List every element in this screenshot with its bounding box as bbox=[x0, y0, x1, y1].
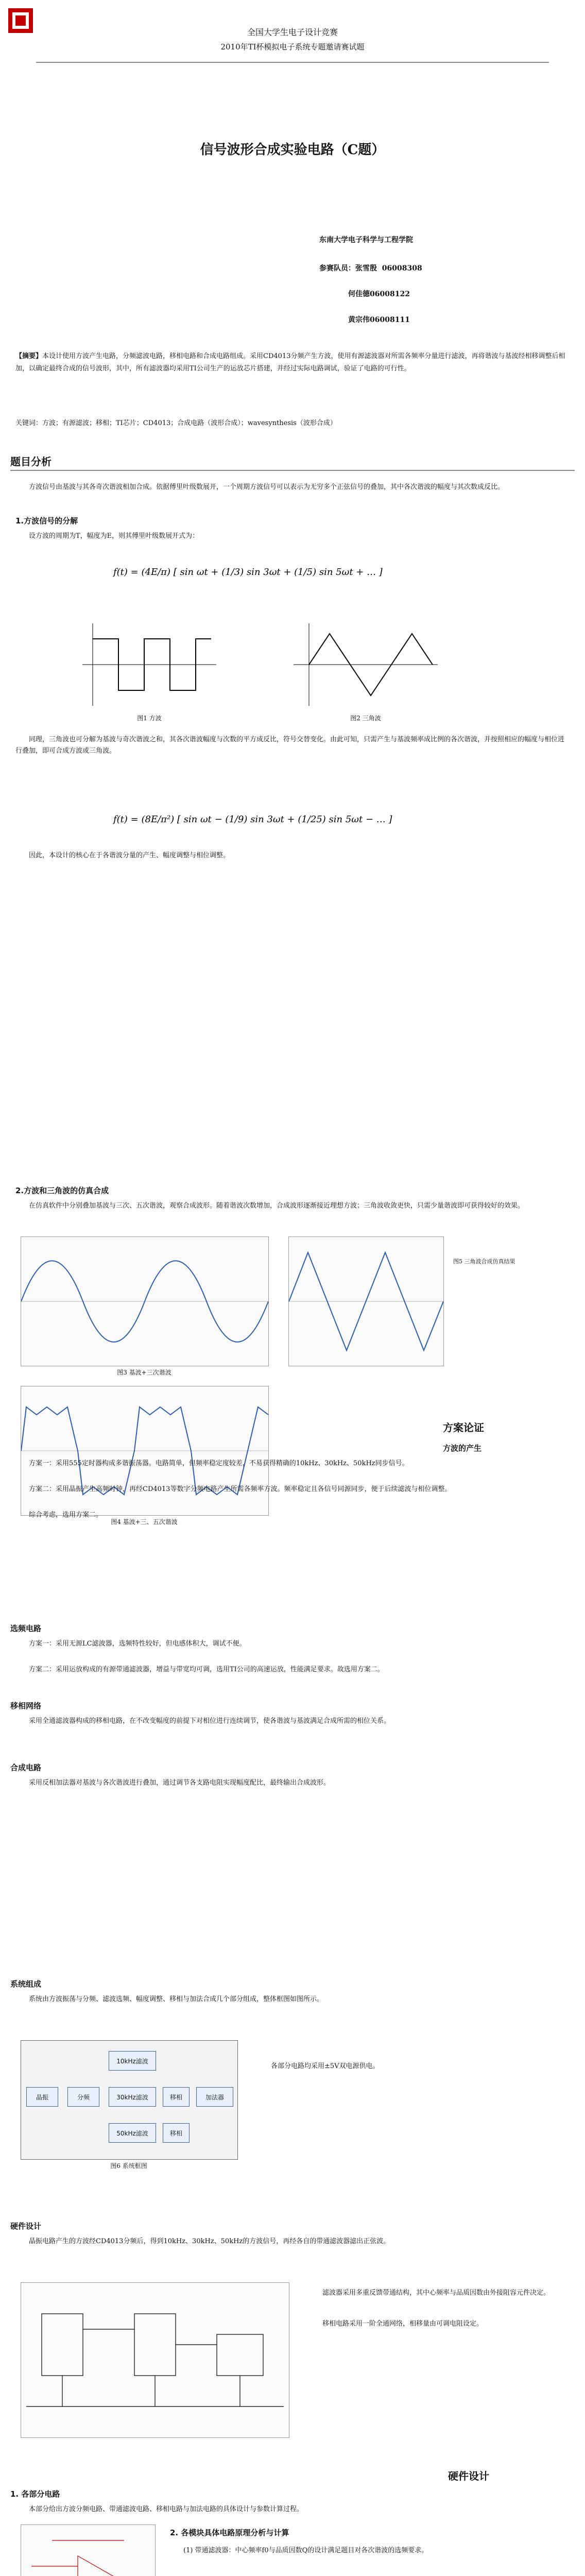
header-rule bbox=[0, 62, 585, 63]
paragraph bbox=[15, 482, 566, 493]
circuit-schematic bbox=[21, 2282, 289, 2438]
section-heading-scheme: 方案论证 bbox=[443, 1421, 484, 1434]
simulation-plot-3 bbox=[288, 1236, 444, 1366]
paper-title: 信号波形合成实验电路（C题） bbox=[200, 142, 385, 158]
simulation-plot-1 bbox=[21, 1236, 269, 1366]
subheading: 移相网络 bbox=[10, 1701, 42, 1710]
paragraph-text: 方案二：采用运放构成的有源带通滤波器，增益与带宽均可调，选用TI公司的高速运放，性能满足要求。故选用方案二。 bbox=[29, 1666, 384, 1673]
subheading: 系统组成 bbox=[10, 1979, 42, 1989]
paragraph-text: 系统由方波振荡与分频、滤波选频、幅度调整、移相与加法合成几个部分组成，整体框图如图所示。 bbox=[29, 1995, 324, 2003]
figure-caption: 图3 基波+三次谐波 bbox=[117, 1369, 171, 1376]
section-heading-analysis: 题目分析 bbox=[10, 455, 51, 468]
paragraph bbox=[309, 2287, 566, 2299]
block-diagram-box: 50kHz滤波 bbox=[109, 2123, 156, 2143]
block-diagram-box: 加法器 bbox=[196, 2087, 233, 2107]
paragraph-text: 采用反相加法器对基波与各次谐波进行叠加，通过调节各支路电阻实现幅度配比，最终输出合成波形。 bbox=[29, 1779, 331, 1787]
paragraph bbox=[15, 2236, 566, 2247]
paragraph bbox=[15, 2504, 566, 2515]
abstract bbox=[15, 350, 566, 375]
filter-schematic bbox=[21, 2524, 156, 2576]
paragraph-text: 移相电路采用一阶全通网络，相移量由可调电阻设定。 bbox=[322, 2320, 484, 2328]
subheading: 1.方波信号的分解 bbox=[15, 516, 78, 526]
subheading: 2. 各模块具体电路原理分析与计算 bbox=[170, 2528, 289, 2537]
paragraph bbox=[15, 734, 566, 757]
paragraph bbox=[257, 2061, 566, 2072]
paragraph bbox=[15, 1200, 566, 1212]
paragraph-text: 在仿真软件中分别叠加基波与三次、五次谐波，观察合成波形。随着谐波次数增加，合成波形逐渐接近理想方波；三角波收敛更快，只需少量谐波即可获得较好的效果。 bbox=[29, 1202, 525, 1210]
author-label: 参赛队员： bbox=[319, 264, 355, 273]
paragraph bbox=[15, 850, 566, 861]
paragraph-text: 方波信号由基波与其各奇次谐波相加合成。依据傅里叶级数展开，一个周期方波信号可以表示为无穷多个正弦信号的叠加，其中各次谐波的幅度与其次数成反比。 bbox=[29, 483, 505, 491]
author-line-2 bbox=[348, 289, 410, 299]
paragraph-text: 方案二：采用晶振产生高频时钟，再经CD4013等数字分频电路产生所需各频率方波。频率稳定且各信号同源同步，便于后续滤波与相位调整。 bbox=[29, 1485, 452, 1493]
paragraph bbox=[15, 1664, 566, 1675]
paragraph-text: 采用全通滤波器构成的移相电路，在不改变幅度的前提下对相位进行连续调节，使各谐波与基波满足合成所需的相位关系。 bbox=[29, 1717, 391, 1725]
section-rule bbox=[10, 470, 575, 471]
subheading: 2.方波和三角波的仿真合成 bbox=[15, 1186, 109, 1195]
header-line1: 全国大学生电子设计竞赛 bbox=[247, 27, 338, 37]
author-line-3 bbox=[348, 314, 410, 325]
figure-square-wave bbox=[77, 618, 221, 711]
paragraph-text: (1) 带通滤波器：中心频率f0与品质因数Q的设计满足题目对各次谐波的选频要求。 bbox=[183, 2547, 428, 2554]
subheading: 硬件设计 bbox=[10, 2222, 42, 2231]
author-name: 黄宗伟 bbox=[348, 316, 370, 324]
figure-caption: 图1 方波 bbox=[137, 715, 162, 722]
formula-triangle bbox=[103, 804, 463, 835]
subheading: 选频电路 bbox=[10, 1624, 42, 1633]
paragraph-text: 设方波的周期为T，幅度为E，则其傅里叶级数展开式为： bbox=[29, 532, 199, 540]
author-line-1 bbox=[319, 263, 422, 273]
figure-caption: 图2 三角波 bbox=[350, 715, 381, 722]
author-id: 06008308 bbox=[382, 264, 422, 273]
paragraph-text: 各部分电路均采用±5V双电源供电。 bbox=[271, 2062, 380, 2070]
author-id: 06008111 bbox=[370, 316, 410, 324]
keywords: 关键词：方波；有源滤波；移相；TI芯片；CD4013；合成电路（波形合成）；wavesynthesis（波形合成） bbox=[15, 419, 337, 427]
figure-caption: 图6 系统框图 bbox=[110, 2162, 147, 2170]
subheading: 合成电路 bbox=[10, 1763, 42, 1772]
paragraph-text: 方案一：采用555定时器构成多谐振荡器。电路简单，但频率稳定度较差，不易获得精确的10kHz、30kHz、50kHz同步信号。 bbox=[29, 1460, 409, 1467]
abstract-text: 本设计使用方波产生电路，分频滤波电路，移相电路和合成电路组成。采用CD4013分频产生方波，使用有源滤波器对所需各频率分量进行滤波，再将谐波与基波经相移调整后相加，以确定最终合成的信号波形，其中，所有滤波器均采用TI公司生产的运放芯片搭建，并经过实际电路调试，验证了电路的可行性。 bbox=[15, 352, 565, 372]
block-diagram-box: 移相 bbox=[163, 2123, 190, 2143]
paragraph bbox=[15, 1638, 566, 1650]
paragraph-text: 因此，本设计的核心在于各谐波分量的产生、幅度调整与相位调整。 bbox=[29, 852, 230, 859]
simulation-plot-2 bbox=[21, 1386, 269, 1516]
paragraph bbox=[15, 1994, 566, 2005]
block-diagram bbox=[21, 2040, 238, 2160]
block-diagram-box: 晶振 bbox=[26, 2087, 58, 2107]
simulation-side-note: 图5 三角波合成仿真结果 bbox=[453, 1258, 515, 1265]
svg-text:f(t) = (8E/π²) [ sin ωt − (1/9: f(t) = (8E/π²) [ sin ωt − (1/9) sin 3ωt + (1/25) sin 5ωt − … ] bbox=[113, 814, 392, 825]
abstract-label: 【摘要】 bbox=[15, 352, 43, 360]
block-diagram-box: 分频 bbox=[67, 2087, 99, 2107]
paragraph-text: 滤波器采用多重反馈带通结构，其中心频率与品质因数由外接阻容元件决定。 bbox=[322, 2289, 550, 2297]
figure-caption: 图4 基波+三、五次谐波 bbox=[111, 1518, 178, 1526]
paragraph-text: 方案一：采用无源LC滤波器，选频特性较好，但电感体积大，调试不便。 bbox=[29, 1640, 246, 1648]
paragraph bbox=[15, 1716, 566, 1727]
subheading: 1. 各部分电路 bbox=[10, 2489, 60, 2499]
block-diagram-box: 10kHz滤波 bbox=[109, 2051, 156, 2071]
author-name: 何佳德 bbox=[348, 290, 370, 298]
author-id: 06008122 bbox=[370, 290, 410, 298]
paragraph bbox=[15, 1510, 566, 1521]
svg-text:f(t) = (4E/π) [ sin ωt + (1/3): f(t) = (4E/π) [ sin ωt + (1/3) sin 3ωt + (1/5) sin 5ωt + … ] bbox=[113, 567, 383, 578]
figure-triangle-wave bbox=[288, 618, 443, 711]
author-school: 东南大学电子科学与工程学院 bbox=[319, 236, 413, 244]
paragraph-text: 本部分给出方波分频电路、带通滤波电路、移相电路与加法电路的具体设计与参数计算过程。 bbox=[29, 2505, 304, 2513]
paragraph bbox=[15, 1458, 566, 1469]
section-heading-hardware: 硬件设计 bbox=[448, 2470, 489, 2482]
header-line2: 2010年TI杯模拟电子系统专题邀请赛试题 bbox=[220, 42, 365, 52]
paragraph bbox=[309, 2318, 566, 2330]
block-diagram-box: 30kHz滤波 bbox=[109, 2087, 156, 2107]
paragraph bbox=[15, 1484, 566, 1495]
author-name: 张雪殷 bbox=[355, 264, 377, 273]
block-diagram-box: 移相 bbox=[163, 2087, 190, 2107]
formula-fourier bbox=[103, 556, 463, 587]
subheading: 方波的产生 bbox=[443, 1444, 482, 1453]
paragraph bbox=[170, 2545, 566, 2556]
paragraph-text: 综合考虑，选用方案二。 bbox=[29, 1511, 103, 1519]
paragraph-text: 晶振电路产生的方波经CD4013分频后，得到10kHz、30kHz、50kHz的方波信号，再经各自的带通滤波器滤出正弦波。 bbox=[29, 2238, 390, 2245]
paragraph bbox=[15, 531, 566, 542]
paragraph bbox=[15, 1777, 566, 1789]
paragraph-text: 同理，三角波也可分解为基波与奇次谐波之和，其各次谐波幅度与次数的平方成反比，符号交替变化。由此可知，只需产生与基波频率成比例的各次谐波，并按照相应的幅度与相位进行叠加，即可合成方波或三角波。 bbox=[15, 736, 565, 755]
